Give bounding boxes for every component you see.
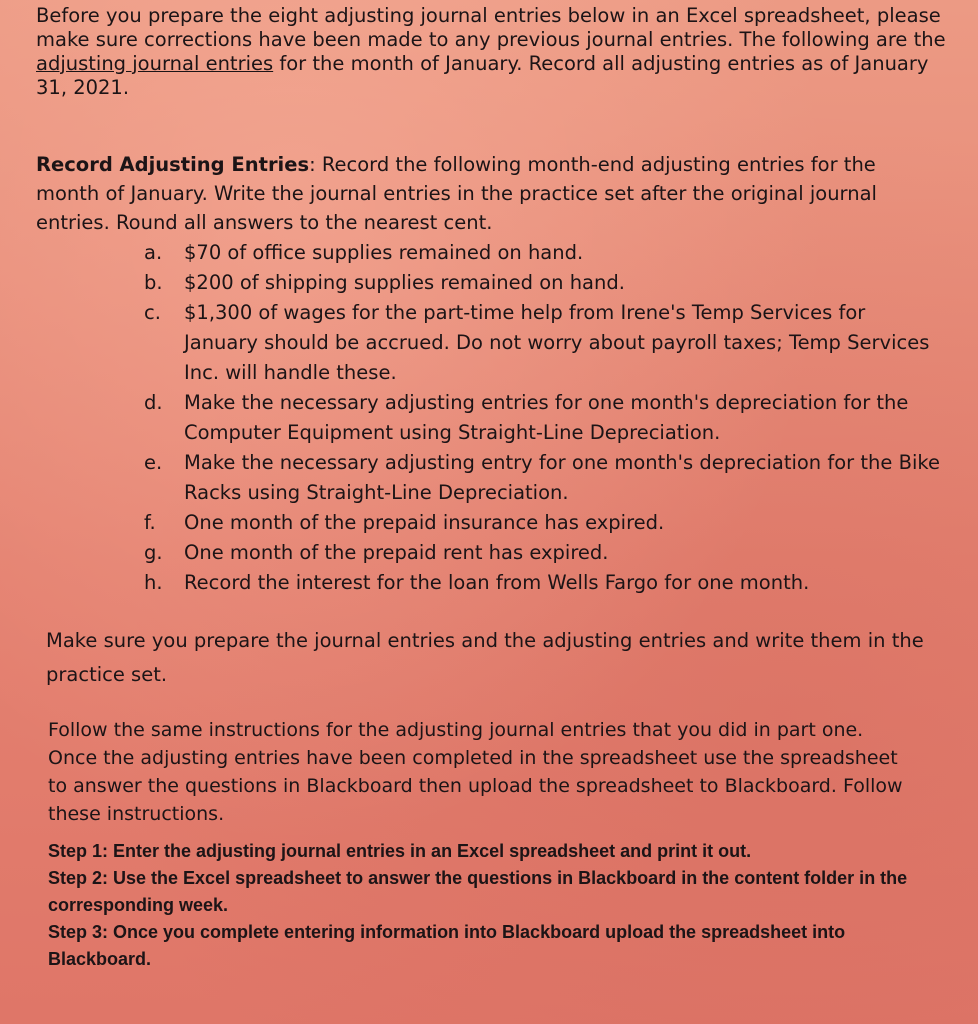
list-item [144, 538, 944, 568]
list-item-letter: b. [144, 271, 163, 294]
list-item-letter: g. [144, 541, 163, 564]
list-item [144, 388, 944, 448]
list-item [144, 568, 944, 598]
step-3: Step 3: Once you complete entering information into Blackboard upload the spreadsheet into Blackboard. [48, 922, 846, 969]
list-item [144, 508, 944, 538]
list-item [144, 448, 944, 508]
list-item-letter: e. [144, 451, 163, 474]
list-item-letter: f. [144, 511, 156, 534]
record-adjusting-body: : Record the following month-end adjusting entries for the month of January. Write the journal entries in the practice set after the original journal entries. Round all answers to the nearest cent. [36, 153, 877, 234]
intro-paragraph [36, 4, 946, 100]
list-item-text: Record the interest for the loan from Wells Fargo for one month. [184, 571, 810, 594]
practice-set-note: Make sure you prepare the journal entries and the adjusting entries and write them in the practice set. [46, 629, 924, 686]
list-item-text: $200 of shipping supplies remained on hand. [184, 271, 625, 294]
list-item-text: One month of the prepaid insurance has expired. [184, 511, 665, 534]
step-2: Step 2: Use the Excel spreadsheet to answer the questions in Blackboard in the content folder in the corresponding week. [48, 868, 908, 915]
list-item-letter: d. [144, 391, 163, 414]
record-adjusting-paragraph [36, 150, 936, 237]
steps-list [48, 838, 928, 973]
list-item-text: $70 of office supplies remained on hand. [184, 241, 584, 264]
intro-text-start: Before you prepare the eight adjusting journal entries below in an Excel spreadsheet, please make sure corrections have been made to any previous journal entries. The following are the [36, 4, 946, 51]
list-item-text: One month of the prepaid rent has expired. [184, 541, 609, 564]
list-item [144, 238, 944, 268]
list-item-letter: c. [144, 301, 161, 324]
record-adjusting-heading: Record Adjusting Entries [36, 153, 310, 176]
list-item-text: Make the necessary adjusting entries for one month's depreciation for the Computer Equipment using Straight-Line Depreciation. [184, 391, 909, 444]
follow-instructions-paragraph: Follow the same instructions for the adjusting journal entries that you did in part one. Once the adjusting entries have been completed in the spreadsheet use the spreadsheet to answer the questions in Blackboard then upload the spreadsheet to Blackboard. Follow these instructions. [48, 719, 903, 825]
intro-text-end: for the month of January. Record all adjusting entries as of January 31, 2021. [36, 52, 929, 99]
list-item-letter: h. [144, 571, 163, 594]
list-item [144, 268, 944, 298]
adjusting-entries-underlined: adjusting journal entries [36, 52, 274, 75]
list-item-text: $1,300 of wages for the part-time help from Irene's Temp Services for January should be accrued. Do not worry about payroll taxes; Temp Services Inc. will handle these. [184, 301, 930, 384]
list-item [144, 298, 944, 388]
list-item-text: Make the necessary adjusting entry for one month's depreciation for the Bike Racks using Straight-Line Depreciation. [184, 451, 940, 504]
adjusting-entries-list [144, 238, 944, 598]
step-1: Step 1: Enter the adjusting journal entries in an Excel spreadsheet and print it out. [48, 841, 752, 861]
list-item-letter: a. [144, 241, 163, 264]
